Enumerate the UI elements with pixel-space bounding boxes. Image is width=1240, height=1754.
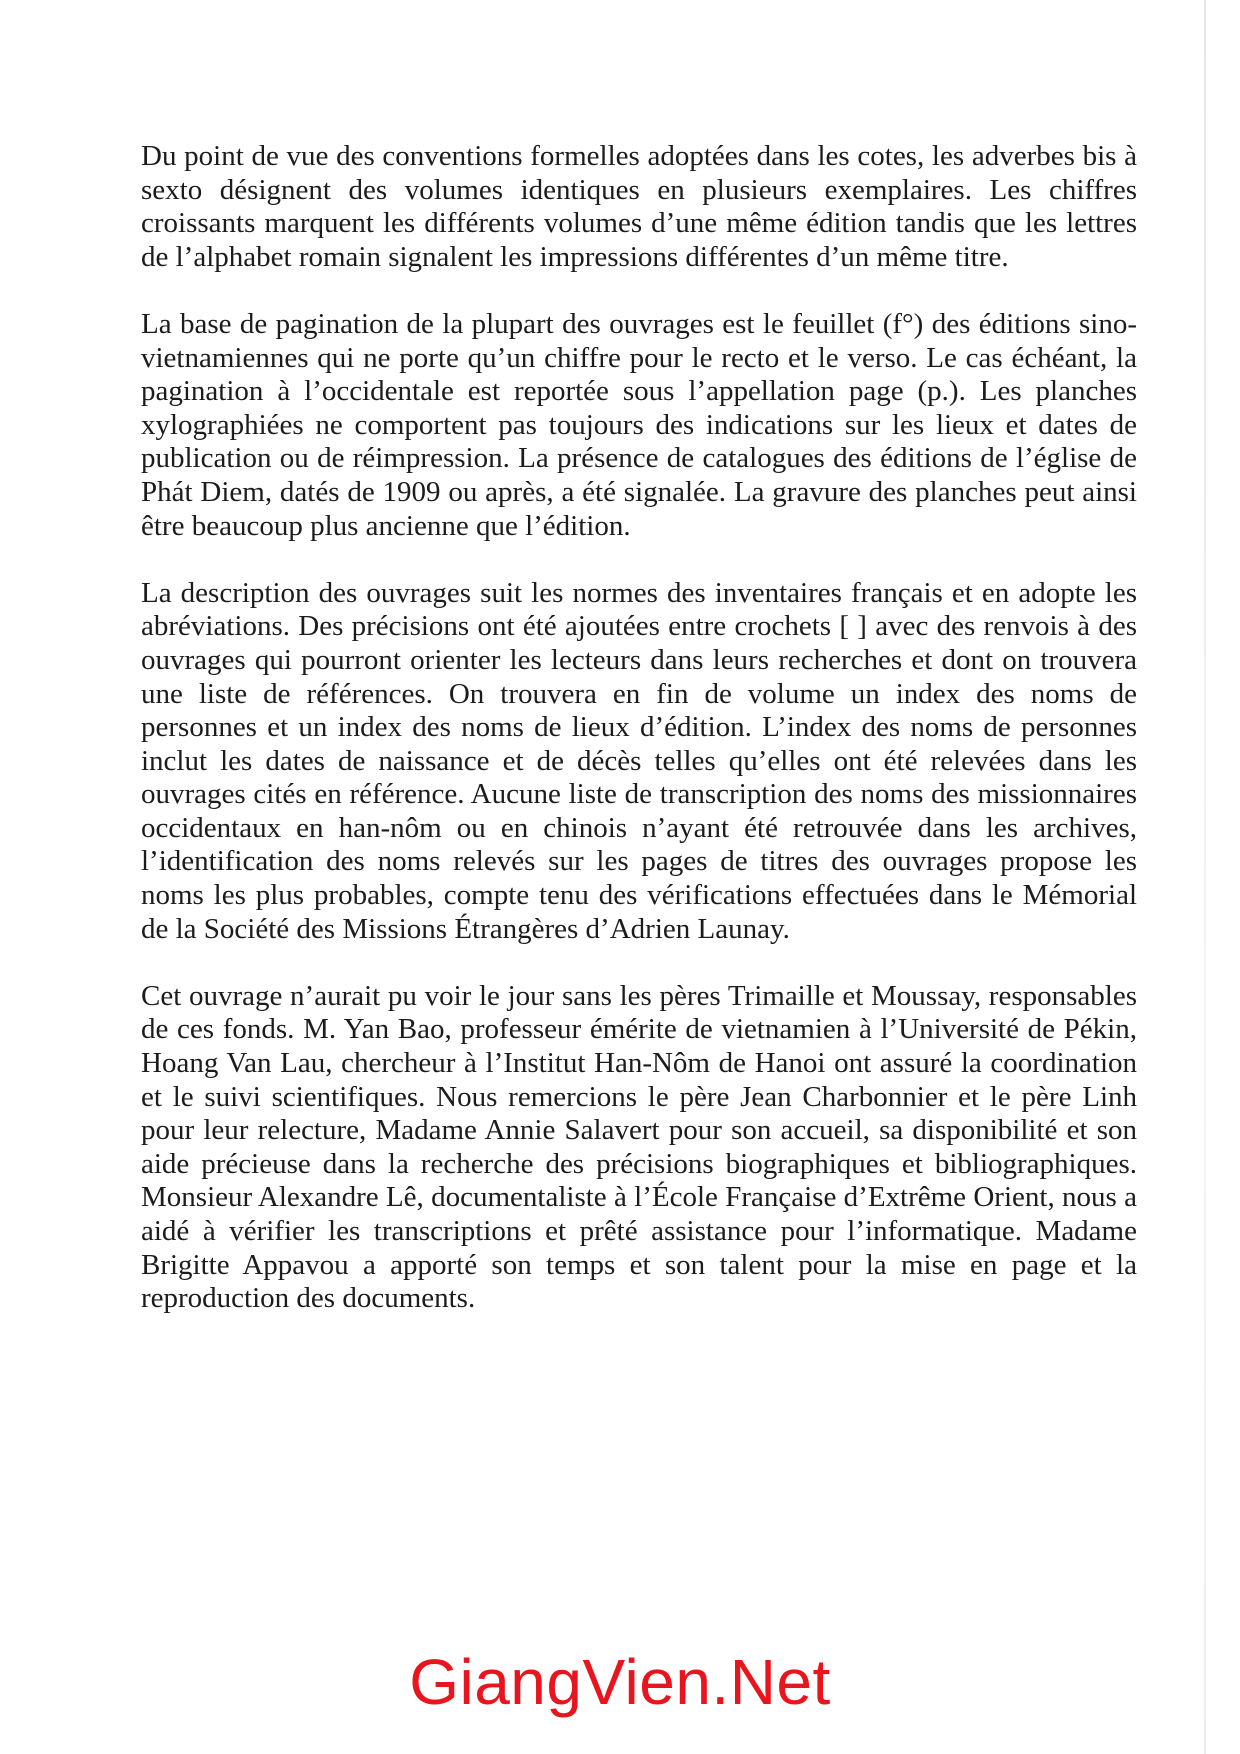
paragraph-conventions: Du point de vue des conventions formelles adoptées dans les cotes, les adverbes bis à sexto désignent des volumes identiques en plusieurs exemplaires. Les chiffres croissants marquent les différents volumes d’une même édition tandis que les lettres de l’alphabet romain signalent les impressions différentes d’un même titre. (141, 140, 1137, 273)
paragraph-pagination: La base de pagination de la plupart des ouvrages est le feuillet (f°) des éditions sino-vietnamiennes qui ne porte qu’un chiffre pour le recto et le verso. Le cas échéant, la pagination à l’occidentale est reportée sous l’appellation page (p.). Les planches xylographiées ne comportent pas toujours des indications sur les lieux et dates de publication ou de réimpression. La présence de catalogues des éditions de l’église de Phát Diem, datés de 1909 ou après, a été signalée. La gravure des planches peut ainsi être beaucoup plus ancienne que l’édition. (141, 307, 1137, 542)
body-text (141, 140, 1137, 1349)
paragraph-description: La description des ouvrages suit les normes des inventaires français et en adopte les abréviations. Des précisions ont été ajoutées entre crochets [ ] avec des renvois à des ouvrages qui pourront orienter les lecteurs dans leurs recherches et dont on trouvera une liste de références. On trouvera en fin de volume un index des noms de personnes et un index des noms de lieux d’édition. L’index des noms de personnes inclut les dates de naissance et de décès telles qu’elles ont été relevées dans les ouvrages cités en référence. Aucune liste de transcription des noms des missionnaires occidentaux en han-nôm ou en chinois n’ayant été retrouvée dans les archives, l’identification des noms relevés sur les pages de titres des ouvrages propose les noms les plus probables, compte tenu des vérifications effectuées dans le Mémorial de la Société des Missions Étrangères d’Adrien Launay. (141, 576, 1137, 945)
watermark-brand: GiangVien.Net (409, 1646, 831, 1718)
paragraph-acknowledgements: Cet ouvrage n’aurait pu voir le jour sans les pères Trimaille et Moussay, responsables de ces fonds. M. Yan Bao, professeur émérite de vietnamien à l’Université de Pékin, Hoang Van Lau, chercheur à l’Institut Han-Nôm de Hanoi ont assuré la coordination et le suivi scientifiques. Nous remercions le père Jean Charbonnier et le père Linh pour leur relecture, Madame Annie Salavert pour son accueil, sa disponibilité et son aide précieuse dans la recherche des précisions biographiques et bibliographiques. Monsieur Alexandre Lê, documentaliste à l’École Française d’Extrême Orient, nous a aidé à vérifier les transcriptions et prêté assistance pour l’informatique. Madame Brigitte Appavou a apporté son temps et son talent pour la mise en page et la reproduction des documents. (141, 979, 1137, 1315)
scan-edge-line (1204, 0, 1206, 1754)
